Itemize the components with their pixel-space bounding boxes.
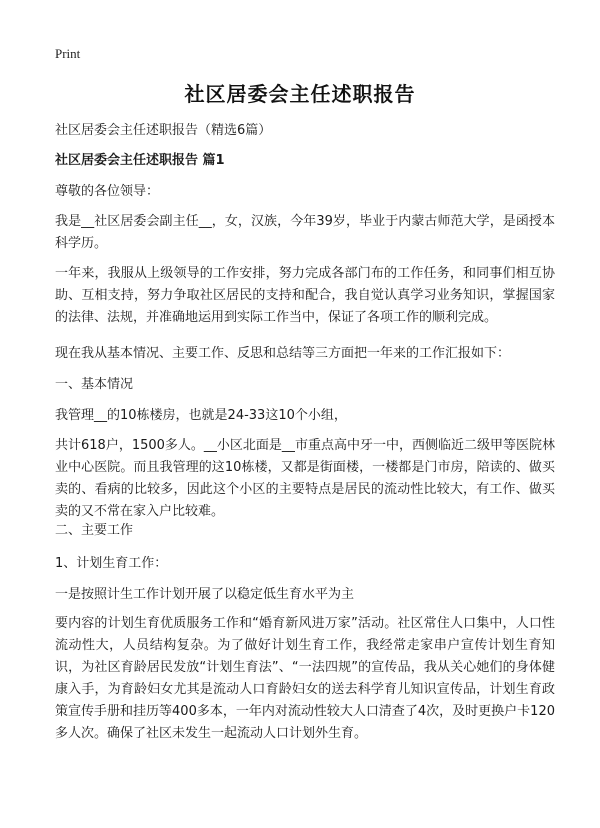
- paragraph-family-planning-2: 要内容的计划生育优质服务工作和“婚育新风进万家”活动。社区常住人口集中，人口性流动性大，人员结构复杂。为了做好计划生育工作，我经常走家串户宣传计划生育知识，为社区育龄居民发放“计划生育法”、“一法四规”的宣传品，我从关心她们的身体健康入手，为育龄妇女尤其是流动人口育龄妇女的送去科学育儿知识宣传品，计划生育政策宣传手册和挂历等400多本，一年内对流动性较大人口清查了4次，及时更换户卡120多人次。确保了社区未发生一起流动人口计划外生育。: [55, 616, 555, 741]
- print-link[interactable]: Print: [55, 46, 81, 61]
- paragraph-management: 我管理__的10栋楼房，也就是24-33这10个小组，: [55, 408, 347, 423]
- paragraph-salutation: 尊敬的各位领导：: [55, 184, 160, 199]
- heading-main-work: 二、主要工作: [55, 523, 134, 538]
- paragraph-summary: 一年来，我服从上级领导的工作安排，努力完成各部门布的工作任务，和同事们相互协助、互相支持，努力争取社区居民的支持和配合，我自觉认真学习业务知识，掌握国家的法律、法规，并准确地运用到实际工作当中，保证了各项工作的顺利完成。: [55, 266, 555, 325]
- document-title: 社区居委会主任述职报告: [184, 82, 416, 106]
- document-subtitle: 社区居委会主任述职报告（精选6篇）: [55, 123, 272, 138]
- heading-basic-info: 一、基本情况: [55, 377, 134, 392]
- heading-family-planning: 1、计划生育工作：: [55, 556, 168, 571]
- paragraph-family-planning-1: 一是按照计生工作计划开展了以稳定低生育水平为主: [55, 587, 355, 602]
- paragraph-outline: 现在我从基本情况、主要工作、反思和总结等三方面把一年来的工作汇报如下：: [55, 346, 511, 361]
- paragraph-residents: 共计618户，1500多人。__小区北面是__市重点高中牙一中，西侧临近二级甲等医院林业中心医院。而且我管理的这10栋楼，又都是街面楼，一楼都是门市房，陪读的、做买卖的、看病的比较多，因此这个小区的主要特点是居民的流动性比较大，有工作、做买卖的又不常在家入户比较难。: [55, 438, 555, 519]
- section-heading: 社区居委会主任述职报告 篇1: [55, 153, 225, 168]
- paragraph-intro: 我是__社区居委会副主任__，女，汉族，今年39岁，毕业于内蒙古师范大学，是函授本科学历。: [55, 214, 555, 251]
